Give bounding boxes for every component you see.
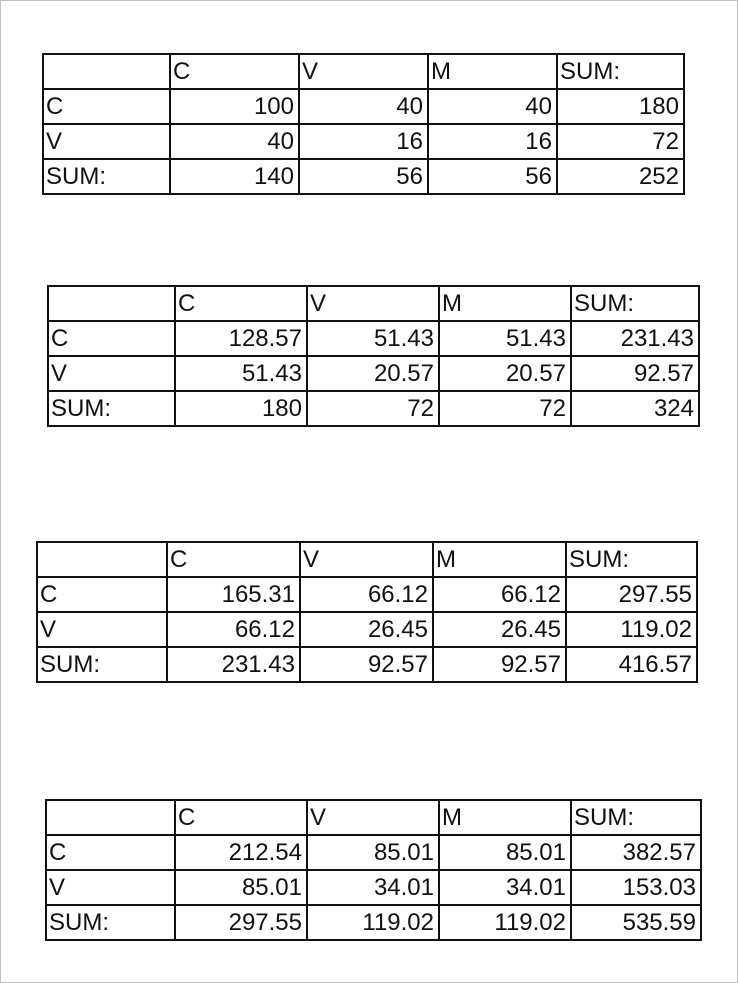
table-cell: 165.31: [167, 577, 300, 612]
table-cell: 92.57: [300, 647, 433, 682]
row-label: V: [37, 612, 167, 647]
matrix-table-4: [45, 799, 702, 941]
table-cell: 119.02: [439, 905, 571, 940]
row-label: C: [48, 321, 175, 356]
row-label: SUM:: [43, 159, 170, 194]
table-row: [37, 577, 697, 612]
table-cell: 180: [175, 391, 307, 426]
header-cell-corner: [37, 542, 167, 577]
table-cell: 128.57: [175, 321, 307, 356]
header-cell-c: C: [170, 54, 299, 89]
table-row: [48, 321, 699, 356]
table-cell: 85.01: [439, 835, 571, 870]
matrix-table-1: [42, 53, 685, 195]
table-cell: 66.12: [167, 612, 300, 647]
table-row: [37, 647, 697, 682]
table-row: [46, 835, 701, 870]
row-label: C: [46, 835, 175, 870]
header-cell-c: C: [175, 800, 307, 835]
table-cell: 100: [170, 89, 299, 124]
table-cell: 66.12: [300, 577, 433, 612]
header-cell-v: V: [300, 542, 433, 577]
row-label: V: [48, 356, 175, 391]
table-cell: 51.43: [307, 321, 439, 356]
table-cell: 212.54: [175, 835, 307, 870]
row-label: V: [43, 124, 170, 159]
table-cell: 140: [170, 159, 299, 194]
table-cell: 92.57: [571, 356, 699, 391]
table-row: [48, 356, 699, 391]
table-cell: 26.45: [433, 612, 566, 647]
header-cell-v: V: [307, 800, 439, 835]
table-header-row: [48, 286, 699, 321]
header-cell-sum: SUM:: [571, 286, 699, 321]
header-cell-corner: [48, 286, 175, 321]
row-label: C: [37, 577, 167, 612]
table-cell: 416.57: [566, 647, 697, 682]
table-cell: 297.55: [566, 577, 697, 612]
table-cell: 34.01: [307, 870, 439, 905]
table-cell: 40: [299, 89, 428, 124]
header-cell-v: V: [307, 286, 439, 321]
header-cell-sum: SUM:: [566, 542, 697, 577]
table-cell: 535.59: [571, 905, 701, 940]
header-cell-v: V: [299, 54, 428, 89]
table-cell: 16: [428, 124, 557, 159]
table-cell: 40: [170, 124, 299, 159]
table-header-row: [46, 800, 701, 835]
table-header-row: [43, 54, 684, 89]
row-label: V: [46, 870, 175, 905]
table-cell: 297.55: [175, 905, 307, 940]
table-cell: 119.02: [566, 612, 697, 647]
table-row: [46, 905, 701, 940]
table-cell: 119.02: [307, 905, 439, 940]
table-cell: 153.03: [571, 870, 701, 905]
row-label: SUM:: [37, 647, 167, 682]
table-cell: 16: [299, 124, 428, 159]
table-cell: 51.43: [439, 321, 571, 356]
table-cell: 56: [428, 159, 557, 194]
table-cell: 85.01: [307, 835, 439, 870]
header-cell-m: M: [439, 286, 571, 321]
header-cell-m: M: [428, 54, 557, 89]
table-row: [43, 159, 684, 194]
matrix-table-3: [36, 541, 698, 683]
header-cell-c: C: [175, 286, 307, 321]
header-cell-c: C: [167, 542, 300, 577]
table-row: [46, 870, 701, 905]
table-cell: 20.57: [307, 356, 439, 391]
table-cell: 324: [571, 391, 699, 426]
header-cell-sum: SUM:: [557, 54, 684, 89]
table-cell: 231.43: [167, 647, 300, 682]
table-cell: 85.01: [175, 870, 307, 905]
header-cell-sum: SUM:: [571, 800, 701, 835]
row-label: C: [43, 89, 170, 124]
table-row: [48, 391, 699, 426]
row-label: SUM:: [48, 391, 175, 426]
header-cell-corner: [43, 54, 170, 89]
table-cell: 72: [307, 391, 439, 426]
table-cell: 26.45: [300, 612, 433, 647]
table-cell: 72: [557, 124, 684, 159]
table-cell: 252: [557, 159, 684, 194]
table-cell: 66.12: [433, 577, 566, 612]
table-header-row: [37, 542, 697, 577]
row-label: SUM:: [46, 905, 175, 940]
header-cell-corner: [46, 800, 175, 835]
table-cell: 40: [428, 89, 557, 124]
matrix-table-2: [47, 285, 700, 427]
table-cell: 180: [557, 89, 684, 124]
table-cell: 231.43: [571, 321, 699, 356]
table-row: [43, 124, 684, 159]
header-cell-m: M: [433, 542, 566, 577]
table-cell: 382.57: [571, 835, 701, 870]
table-cell: 34.01: [439, 870, 571, 905]
table-cell: 92.57: [433, 647, 566, 682]
table-cell: 72: [439, 391, 571, 426]
table-row: [43, 89, 684, 124]
table-cell: 20.57: [439, 356, 571, 391]
header-cell-m: M: [439, 800, 571, 835]
table-row: [37, 612, 697, 647]
table-cell: 51.43: [175, 356, 307, 391]
table-cell: 56: [299, 159, 428, 194]
